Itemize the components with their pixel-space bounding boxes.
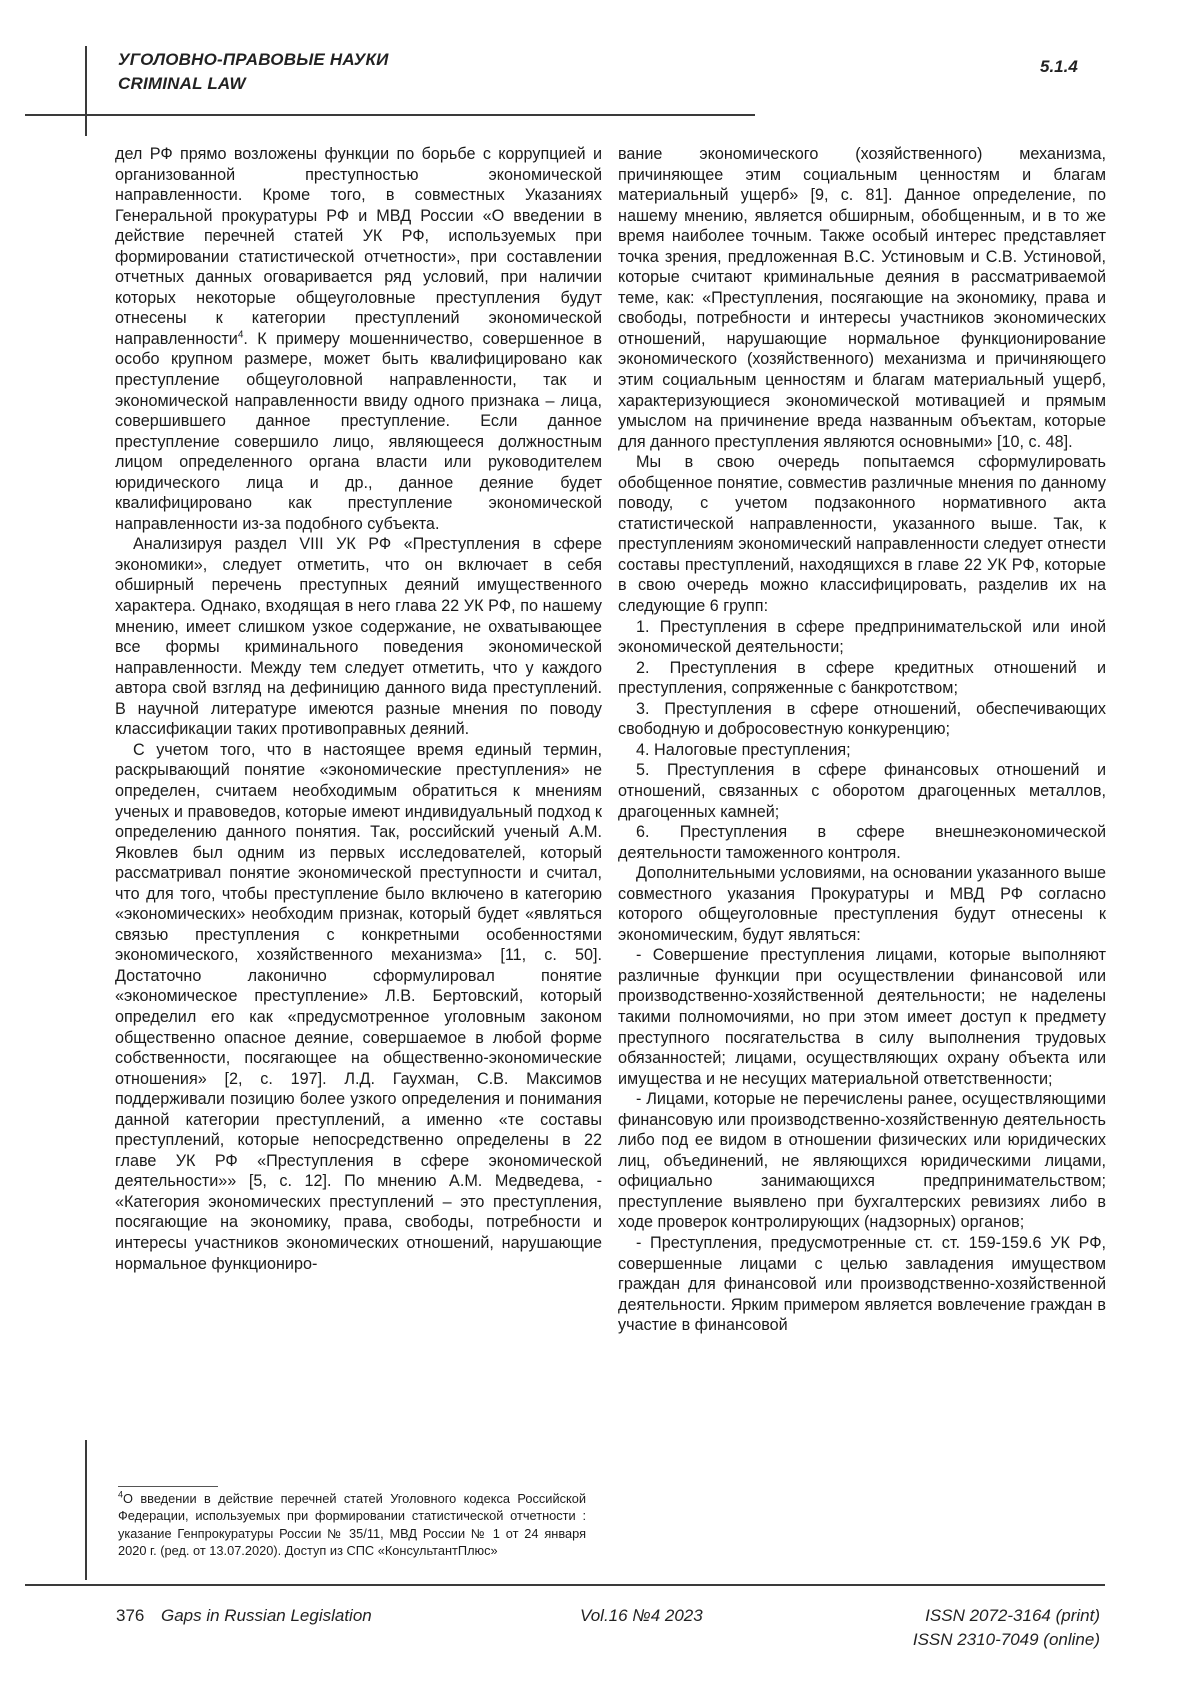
header-vertical-rule: [85, 46, 87, 136]
list-item: 1. Преступления в сфере предпринимательской или иной экономической деятельности;: [618, 617, 1106, 657]
page-number: 376: [116, 1606, 145, 1625]
footnote-reference[interactable]: 4: [237, 329, 244, 341]
issn-online: ISSN 2310-7049 (online): [912, 1630, 1100, 1649]
paragraph-text: дел РФ прямо возложены функции по борьбе с коррупцией и организованной преступностью экономической направленности. Кроме того, в совместных Указаниях Генеральной прокуратуры РФ и МВД России «О введении в действие перечней статей УК РФ, используемых при формировании статистической отчетности», при составлении отчетных данных оговаривается ряд условий, при наличии которых некоторые общеуголовные преступления будут отнесены к категории преступлений экономической направленности: [115, 145, 602, 348]
paragraph-text: . К примеру мошенничество, совершенное в особо крупном размере, может быть квалифицировано как преступление общеуголовной направленности, так и экономической направленности ввиду одного признака – лица, совершившего данное преступление. Если данное преступление совершило лицо, являющееся должностным лицом определенного органа власти или руководителем юридического лица и др., данное деяние будет квалифицировано как преступление экономической направленности из-за подобного субъекта.: [115, 329, 602, 533]
footnote: [118, 1490, 586, 1560]
footer-horizontal-rule: [25, 1584, 1105, 1586]
bullet-item: - Преступления, предусмотренные ст. ст. 159-159.6 УК РФ, совершенные лицами с целью завладения имуществом граждан для финансовой или производственно-хозяйственной деятельности. Ярким примером является вовлечение граждан в участие в финансовой: [618, 1233, 1106, 1335]
bullet-item: - Совершение преступления лицами, которые выполняют различные функции при осуществлении финансовой или производственно-хозяйственной деятельности; не наделены такими полномочиями, но при этом имеет доступ к предмету преступного посягательства в силу выполнения трудовых обязанностей; лицами, осуществляющих охрану объекта или имущества и не несущих материальной ответственности;: [618, 946, 1106, 1088]
section-title-en: CRIMINAL LAW: [118, 74, 246, 93]
paragraph: вание экономического (хозяйственного) механизма, причиняющее этим социальным ценностям и благам материальный ущерб» [9, с. 81]. Данное определение, по нашему мнению, является обширным, обобщенным, и в то же время наиболее точным. Также особый интерес представляет точка зрения, предложенная В.С. Устиновым и С.В. Устиновой, которые считают криминальные деяния в рассматриваемой теме, как: «Преступления, посягающие на экономику, права и свободы, потребности и интересы участников экономических отношений, нарушающие нормальное функционирование экономического (хозяйственного) механизма и причиняющего этим социальным ценностям и благам материальный ущерб, характеризующиеся экономической мотивацией и прямым умыслом на причинение вреда названным объектам, которые для данного преступления являются основными» [10, с. 48].: [618, 145, 1106, 451]
paragraph: С учетом того, что в настоящее время единый термин, раскрывающий понятие «экономические преступления» не определен, считаем необходимым обратиться к мнениям ученых и правоведов, которые имеют индивидуальный подход к определению данного понятия. Так, российский ученый А.М. Яковлев был одним из первых исследователей, который рассматривал понятие экономической преступности и считал, что для того, чтобы преступление было включено в категорию «экономических» необходим признак, который будет «являться связью преступления с конкретными особенностями экономического, хозяйственного механизма» [11, с. 50]. Достаточно лаконично сформулировал понятие «экономическое преступление» Л.В. Бертовский, который определил его как «предусмотренное уголовным законом общественно опасное деяние, совершаемое в любой форме собственности, посягающее на общественно-экономические отношения» [2, с. 197]. Л.Д. Гаухман, С.В. Максимов поддерживали позицию более узкого определения и понимания данной категории преступлений, а именно «те составы преступлений, которые непосредственно определены в 22 главе УК РФ «Преступления в сфере экономической деятельности»» [5, с. 12]. По мнению А.М. Медведева, - «Категория экономических преступлений – это преступления, посягающие на экономику, права, свободы, потребности и интересы участников экономических отношений, нарушающие нормальное функциониро-: [115, 740, 602, 1273]
footnote-text: О введении в действие перечней статей Уголовного кодекса Российской Федерации, используемых при формировании статистической отчетности : указание Генпрокуратуры России № 35/11, МВД России № 1 от 24 января 2020 г. (ред. от 13.07.2020). Доступ из СПС «КонсультантПлюс»: [118, 1491, 586, 1559]
paragraph: [115, 144, 602, 534]
list-item: 5. Преступления в сфере финансовых отношений и отношений, связанных с оборотом драгоценных металлов, драгоценных камней;: [618, 761, 1106, 821]
bullet-item: - Лицами, которые не перечислены ранее, осуществляющими финансовую или производственно-хозяйственную деятельность либо под ее видом в отношении физических или юридических лиц, объединений, не являющихся юридическими лицами, официально занимающихся предпринимательством; преступление выявлено при бухгалтерских ревизиях либо в ходе проверок контролирующих (надзорных) органов;: [618, 1090, 1106, 1232]
section-title-ru: УГОЛОВНО-ПРАВОВЫЕ НАУКИ: [118, 50, 389, 69]
issn-block: [860, 1604, 1100, 1652]
issn-print: ISSN 2072-3164 (print): [925, 1606, 1100, 1625]
paragraph: Анализируя раздел VIII УК РФ «Преступления в сфере экономики», следует отметить, что он включает в себя обширный перечень преступных деяний имущественного характера. Однако, входящая в него глава 22 УК РФ, по нашему мнению, имеет слишком узкое содержание, не охватывающее все формы криминального поведения экономической направленности. Между тем следует отметить, что у каждого автора свой взгляд на дефиницию данного вида преступлений. В научной литературе имеются разные мнения по поводу классификации таких противоправных деяний.: [115, 535, 602, 739]
paragraph: Дополнительными условиями, на основании указанного выше совместного указания Прокуратуры и МВД РФ согласно которого общеуголовные преступления будут отнесены к экономическим, будут являться:: [618, 864, 1106, 944]
right-column: [618, 144, 1106, 1336]
footnote-mark: 4: [118, 1489, 124, 1500]
list-item: 4. Налоговые преступления;: [636, 740, 851, 759]
section-code: 5.1.4: [1040, 57, 1078, 76]
list-item: 6. Преступления в сфере внешнеэкономической деятельности таможенного контроля.: [618, 823, 1106, 862]
list-item: 2. Преступления в сфере кредитных отношений и преступления, сопряженные с банкротством;: [618, 658, 1106, 698]
header-horizontal-rule: [25, 114, 755, 116]
footnote-separator: [118, 1486, 218, 1487]
footer-vertical-rule: [85, 1440, 87, 1580]
running-header: [118, 48, 389, 96]
paragraph: Мы в свою очередь попытаемся сформулировать обобщенное понятие, совместив различные мнения по данному поводу, с учетом подзаконного нормативного акта статистической направленности, указанного выше. Так, к преступлениям экономический направленности следует отнести составы преступлений, находящихся в главе 22 УК РФ, которые в свою очередь можно классифицировать, разделив их на следующие 6 групп:: [618, 453, 1106, 616]
volume-info: Vol.16 №4 2023: [580, 1606, 703, 1625]
journal-title: Gaps in Russian Legislation: [161, 1606, 372, 1625]
left-column: [115, 144, 602, 1274]
list-item: 3. Преступления в сфере отношений, обеспечивающих свободную и добросовестную конкуренцию;: [618, 699, 1106, 739]
